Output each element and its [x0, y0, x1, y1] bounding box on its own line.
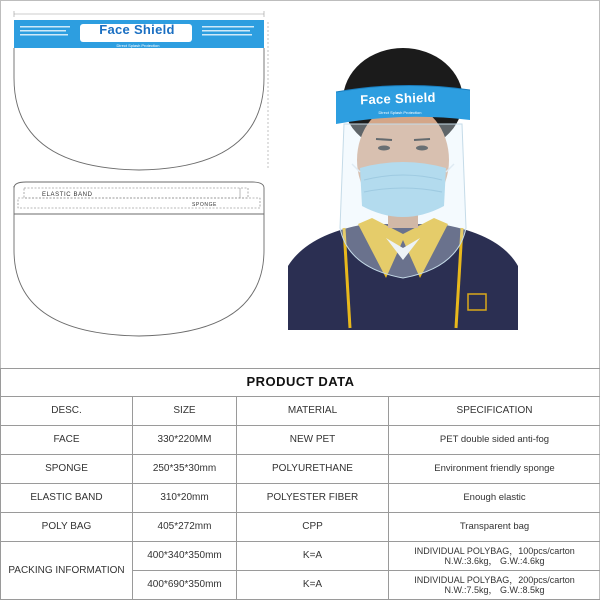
table-header-row — [1, 397, 600, 426]
cell-desc: POLY BAG — [1, 513, 133, 542]
cell-spec: Environment friendly sponge — [389, 455, 600, 484]
cell-desc: SPONGE — [1, 455, 133, 484]
cell-size: 250*35*30mm — [133, 455, 237, 484]
cell-material: POLYURETHANE — [237, 455, 389, 484]
shield-rear-drawing — [6, 0, 272, 345]
sponge-label: SPONGE — [192, 202, 217, 208]
table-row — [1, 455, 600, 484]
cell-size: 310*20mm — [133, 484, 237, 513]
cell-size: 405*272mm — [133, 513, 237, 542]
shield-rear-outline — [6, 0, 272, 345]
packing-material: K=A — [237, 542, 389, 571]
product-data-table — [0, 368, 600, 600]
header-specification: SPECIFICATION — [389, 397, 600, 426]
packing-spec-line2: N.W.:7.5kg， G.W.:8.5kg — [444, 585, 545, 595]
cell-desc: ELASTIC BAND — [1, 484, 133, 513]
packing-spec — [389, 571, 600, 600]
clear-visor — [340, 124, 466, 278]
cell-spec: PET double sided anti-fog — [389, 426, 600, 455]
header-material: MATERIAL — [237, 397, 389, 426]
table-row — [1, 426, 600, 455]
packing-spec-line1: INDIVIDUAL POLYBAG，100pcs/carton — [414, 545, 575, 556]
header-size: SIZE — [133, 397, 237, 426]
packing-size: 400*340*350mm — [133, 542, 237, 571]
band-title: Face Shield — [99, 22, 175, 37]
header-desc: DESC. — [1, 397, 133, 426]
table-title-row — [1, 369, 600, 397]
table-title: PRODUCT DATA — [1, 369, 600, 397]
product-photo — [288, 28, 518, 330]
table-row — [1, 484, 600, 513]
packing-spec-line2: N.W.:3.6kg， G.W.:4.6kg — [444, 556, 545, 566]
sponge-outline — [18, 198, 260, 208]
cell-material: POLYESTER FIBER — [237, 484, 389, 513]
cell-size: 330*220MM — [133, 426, 237, 455]
cell-spec: Enough elastic — [389, 484, 600, 513]
table-row — [1, 513, 600, 542]
packing-desc: PACKING INFORMATION — [1, 542, 133, 600]
packing-spec — [389, 542, 600, 571]
cell-desc: FACE — [1, 426, 133, 455]
cell-material: NEW PET — [237, 426, 389, 455]
cell-spec: Transparent bag — [389, 513, 600, 542]
visor-subtitle: Direct Splash Protection — [378, 110, 422, 115]
elastic-band-label: ELASTIC BAND — [42, 192, 93, 198]
packing-material: K=A — [237, 571, 389, 600]
visor-title: Face Shield — [359, 89, 437, 108]
cell-material: CPP — [237, 513, 389, 542]
packing-spec-line1: INDIVIDUAL POLYBAG，200pcs/carton — [414, 574, 575, 585]
packing-row — [1, 542, 600, 571]
rear-shield-lens — [14, 186, 264, 336]
packing-size: 400*690*350mm — [133, 571, 237, 600]
band-subtitle: Direct Splash Protection — [116, 43, 160, 48]
person-wearing-shield-illustration — [288, 28, 518, 330]
